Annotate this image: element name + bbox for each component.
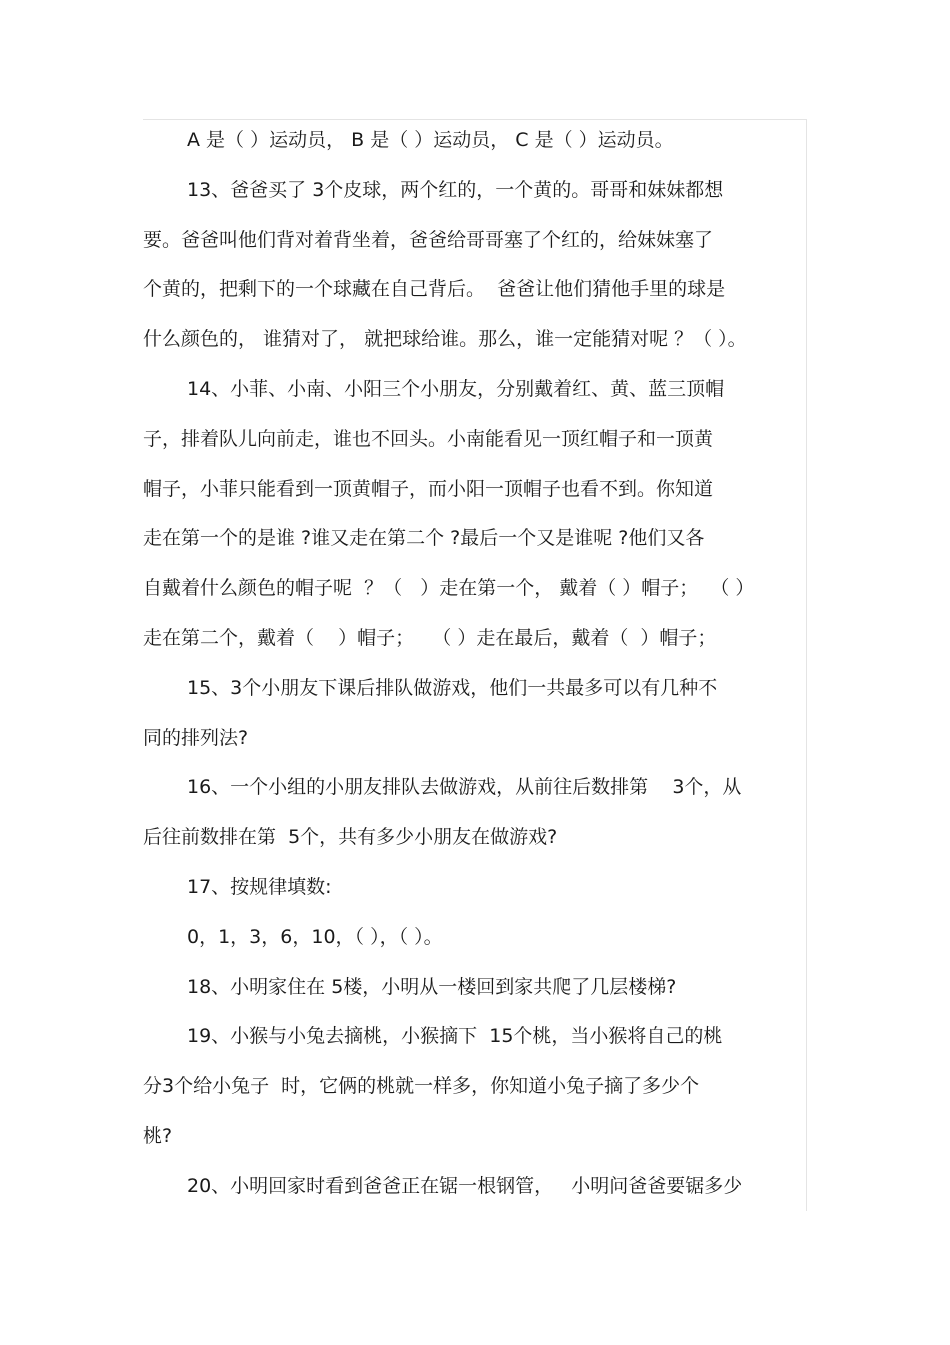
text-line: 同的排列法? (143, 726, 249, 749)
question-19-line: 19、小猴与小兔去摘桃，小猴摘下 15个桃，当小猴将自己的桃 (187, 1025, 723, 1048)
question-15-line: 15、3个小朋友下课后排队做游戏，他们一共最多可以有几种不 (187, 676, 718, 699)
question-14-line: 14、小菲、小南、小阳三个小朋友，分别戴着红、黄、蓝三顶帽 (187, 377, 725, 400)
text-line: 走在第一个的是谁 ?谁又走在第二个 ?最后一个又是谁呢 ?他们又各 (143, 527, 705, 550)
text-line: 走在第二个，戴着（ ）帽子； （ ）走在最后，戴着（ ）帽子； (143, 626, 717, 649)
question-20-line: 20、小明回家时看到爸爸正在锯一根钢管， 小明问爸爸要锯多少 (187, 1174, 743, 1197)
text-line: 要。爸爸叫他们背对着背坐着，爸爸给哥哥塞了个红的，给妹妹塞了 (143, 228, 714, 251)
text-line: 桃? (143, 1124, 173, 1147)
text-line: 分3个给小兔子 时，它俩的桃就一样多，你知道小兔子摘了多少个 (143, 1075, 700, 1098)
text-line: A 是（ ）运动员， B 是（ ）运动员， C 是（ ）运动员。 (187, 129, 674, 151)
text-line: 什么颜色的， 谁猜对了， 就把球给谁。那么，谁一定能猜对呢 ？（ ）。 (143, 328, 747, 351)
question-18-line: 18、小明家住在 5楼，小明从一楼回到家共爬了几层楼梯? (187, 975, 677, 998)
text-line: 帽子，小菲只能看到一顶黄帽子，而小阳一顶帽子也看不到。你知道 (143, 477, 714, 500)
question-13-line: 13、爸爸买了 3个皮球，两个红的，一个黄的。哥哥和妹妹都想 (187, 178, 724, 201)
question-16-line: 16、一个小组的小朋友排队去做游戏，从前往后数排第 3个，从 (187, 776, 742, 799)
number-sequence-line: 0，1，3，6，10，（ ），（ ）。 (187, 925, 443, 948)
text-line: 自戴着什么颜色的帽子呢 ？（ ）走在第一个， 戴着（ ）帽子； （ ） (143, 577, 755, 600)
text-line: 个黄的，把剩下的一个球藏在自己背后。 爸爸让他们猜他手里的球是 (143, 278, 726, 301)
text-line: 子，排着队儿向前走，谁也不回头。小南能看见一顶红帽子和一顶黄 (143, 427, 714, 450)
document-body (143, 116, 808, 1212)
text-line: 后往前数排在第 5个，共有多少小朋友在做游戏? (143, 826, 558, 849)
question-17-line: 17、按规律填数: (187, 875, 332, 898)
